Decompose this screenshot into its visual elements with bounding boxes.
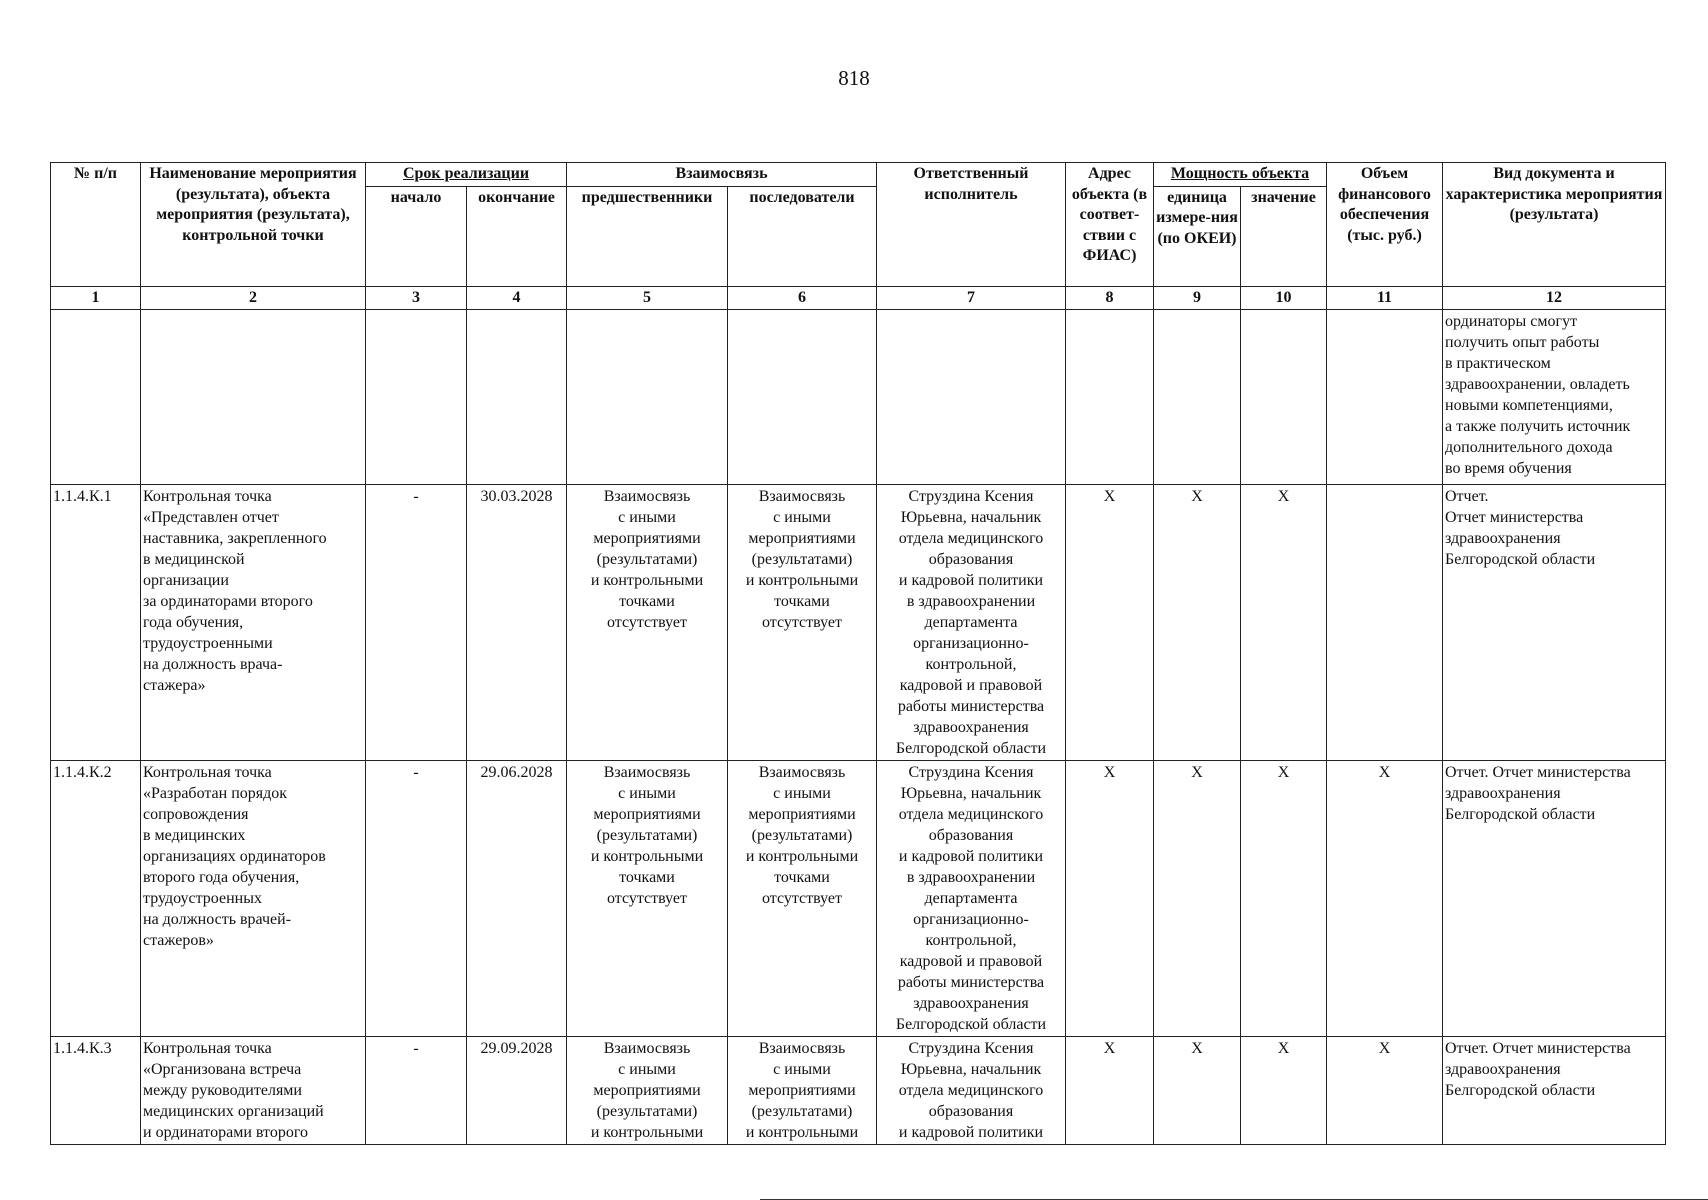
header-unit: единица измере-ния (по ОКЕИ) (1154, 186, 1241, 286)
row-address: X (1066, 761, 1154, 1037)
header-funding: Объем финансового обеспечения (тыс. руб.) (1327, 163, 1443, 287)
empty-cell (141, 310, 366, 485)
header-num: № п/п (51, 163, 141, 287)
doc-type-continuation: ординаторы смогут получить опыт работы в практическом здравоохранении, овладеть новыми компетенциями, а также получить источник дополнительного дохода во время обучения (1443, 310, 1666, 485)
column-number: 12 (1443, 286, 1666, 310)
row-funding (1327, 485, 1443, 761)
row-responsible: Струздина Ксения Юрьевна, начальник отдела медицинского образования и кадровой политики (877, 1037, 1066, 1145)
row-doc-type: Отчет. Отчет министерства здравоохранения Белгородской области (1443, 485, 1666, 761)
row-number: 1.1.4.К.2 (51, 761, 141, 1037)
empty-cell (1154, 310, 1241, 485)
row-number: 1.1.4.К.3 (51, 1037, 141, 1145)
row-value: X (1241, 761, 1327, 1037)
row-name: Контрольная точка «Организована встреча между руководителями медицинских организаций и ординаторами второго (141, 1037, 366, 1145)
row-unit: X (1154, 485, 1241, 761)
header-successors: последователи (728, 186, 877, 286)
header-term-start: начало (366, 186, 467, 286)
row-name: Контрольная точка «Представлен отчет наставника, закрепленного в медицинской организации за ординаторами второго года обучения, трудоустроенными на должность врача- стажера» (141, 485, 366, 761)
empty-cell (1327, 310, 1443, 485)
row-successors: Взаимосвязь с иными мероприятиями (результатами) и контрольными точками отсутствует (728, 761, 877, 1037)
row-address: X (1066, 485, 1154, 761)
row-doc-type: Отчет. Отчет министерства здравоохранения Белгородской области (1443, 1037, 1666, 1145)
table-row-continuation (51, 310, 1666, 485)
row-end: 30.03.2028 (467, 485, 567, 761)
column-number-row (51, 286, 1666, 310)
header-doc-type: Вид документа и характеристика мероприятия (результата) (1443, 163, 1666, 287)
header-responsible: Ответственный исполнитель (877, 163, 1066, 287)
row-unit: X (1154, 1037, 1241, 1145)
header-address: Адрес объекта (в соответ-ствии с ФИАС) (1066, 163, 1154, 287)
row-value: X (1241, 485, 1327, 761)
row-doc-type: Отчет. Отчет министерства здравоохранения Белгородской области (1443, 761, 1666, 1037)
column-number: 7 (877, 286, 1066, 310)
row-unit: X (1154, 761, 1241, 1037)
column-number: 1 (51, 286, 141, 310)
row-funding: X (1327, 1037, 1443, 1145)
row-start: - (366, 761, 467, 1037)
row-responsible: Струздина Ксения Юрьевна, начальник отдела медицинского образования и кадровой политики в здравоохранении департамента организационно- контрольной, кадровой и правовой работы министерства здравоохранения Белгородской области (877, 485, 1066, 761)
row-responsible: Струздина Ксения Юрьевна, начальник отдела медицинского образования и кадровой политики в здравоохранении департамента организационно- контрольной, кадровой и правовой работы министерства здравоохранения Белгородской области (877, 761, 1066, 1037)
column-number: 2 (141, 286, 366, 310)
header-term: Срок реализации (366, 163, 567, 187)
column-number: 10 (1241, 286, 1327, 310)
column-number: 3 (366, 286, 467, 310)
empty-cell (567, 310, 728, 485)
header-relation: Взаимосвязь (567, 163, 877, 187)
header-capacity: Мощность объекта (1154, 163, 1327, 187)
row-successors: Взаимосвязь с иными мероприятиями (результатами) и контрольными точками отсутствует (728, 485, 877, 761)
table-row (51, 1037, 1666, 1145)
header-predecessors: предшественники (567, 186, 728, 286)
empty-cell (1241, 310, 1327, 485)
empty-cell (51, 310, 141, 485)
column-number: 11 (1327, 286, 1443, 310)
plan-table (50, 162, 1666, 1145)
row-end: 29.09.2028 (467, 1037, 567, 1145)
row-predecessors: Взаимосвязь с иными мероприятиями (результатами) и контрольными точками отсутствует (567, 761, 728, 1037)
empty-cell (467, 310, 567, 485)
row-value: X (1241, 1037, 1327, 1145)
row-predecessors: Взаимосвязь с иными мероприятиями (результатами) и контрольными точками отсутствует (567, 485, 728, 761)
table-row (51, 485, 1666, 761)
row-funding: X (1327, 761, 1443, 1037)
column-number: 6 (728, 286, 877, 310)
row-number: 1.1.4.К.1 (51, 485, 141, 761)
row-predecessors: Взаимосвязь с иными мероприятиями (результатами) и контрольными (567, 1037, 728, 1145)
empty-cell (728, 310, 877, 485)
header-value: значение (1241, 186, 1327, 286)
column-number: 8 (1066, 286, 1154, 310)
empty-cell (366, 310, 467, 485)
column-number: 4 (467, 286, 567, 310)
header-term-end: окончание (467, 186, 567, 286)
empty-cell (877, 310, 1066, 485)
header-row-top (51, 163, 1666, 187)
page-number: 818 (838, 66, 870, 90)
row-address: X (1066, 1037, 1154, 1145)
empty-cell (1066, 310, 1154, 485)
header-name: Наименование мероприятия (результата), объекта мероприятия (результата), контрольной точки (141, 163, 366, 287)
column-number: 9 (1154, 286, 1241, 310)
table-row (51, 761, 1666, 1037)
row-successors: Взаимосвязь с иными мероприятиями (результатами) и контрольными (728, 1037, 877, 1145)
row-end: 29.06.2028 (467, 761, 567, 1037)
row-name: Контрольная точка «Разработан порядок сопровождения в медицинских организациях ординаторов второго года обучения, трудоустроенных на должность врачей- стажеров» (141, 761, 366, 1037)
row-start: - (366, 1037, 467, 1145)
row-start: - (366, 485, 467, 761)
column-number: 5 (567, 286, 728, 310)
